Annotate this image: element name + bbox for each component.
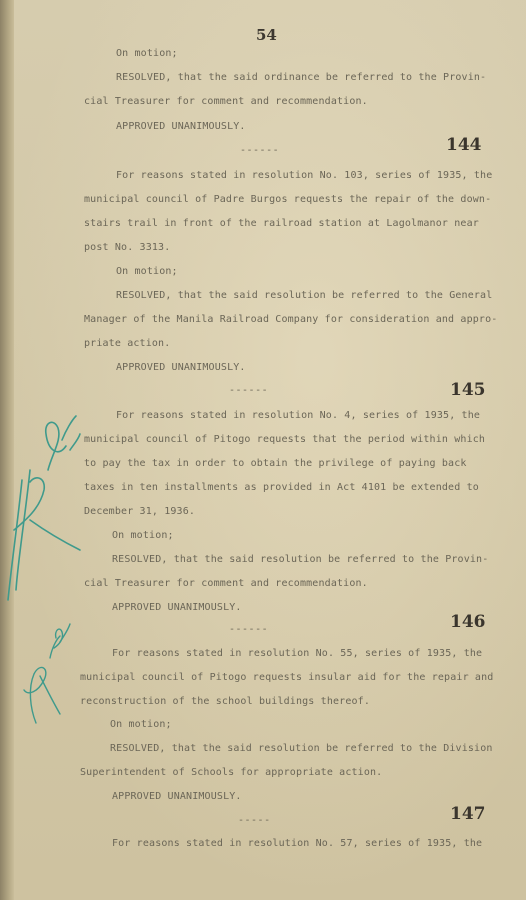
text-line: reconstruction of the school buildings thereof. — [80, 696, 371, 707]
text-line: stairs trail in front of the railroad station at Lagolmanor near — [84, 218, 479, 229]
footer-strip — [0, 896, 220, 900]
page-number: 54 — [256, 26, 277, 44]
text-line: priate action. — [84, 338, 171, 349]
text-line: For reasons stated in resolution No. 103, series of 1935, the — [116, 170, 493, 181]
text-line: cial Treasurer for comment and recommendation. — [84, 96, 368, 107]
motion-line: On motion; — [110, 719, 172, 730]
text-line: Superintendent of Schools for appropriate action. — [80, 767, 383, 778]
resolved-line: RESOLVED, that the said ordinance be referred to the Provin- — [116, 72, 487, 83]
separator-dashes: ----- — [238, 815, 271, 826]
approved-line: APPROVED UNANIMOUSLY. — [112, 602, 242, 613]
resolution-number: 146 — [450, 612, 486, 632]
text-line: Manager of the Manila Railroad Company for consideration and appro- — [84, 314, 498, 325]
resolution-number: 145 — [450, 380, 486, 400]
resolved-line: RESOLVED, that the said resolution be referred to the Division — [110, 743, 493, 754]
text-line: to pay the tax in order to obtain the privilege of paying back — [84, 458, 467, 469]
approved-line: APPROVED UNANIMOUSLY. — [116, 121, 246, 132]
text-line: taxes in ten installments as provided in Act 4101 be extended to — [84, 482, 479, 493]
separator-dashes: ------ — [229, 385, 269, 396]
motion-line: On motion; — [116, 266, 178, 277]
resolved-line: RESOLVED, that the said resolution be referred to the General — [116, 290, 493, 301]
resolution-number: 147 — [450, 804, 486, 824]
text-line: cial Treasurer for comment and recommendation. — [84, 578, 368, 589]
text-line: For reasons stated in resolution No. 4, series of 1935, the — [116, 410, 481, 421]
text-line: post No. 3313. — [84, 242, 171, 253]
text-line: municipal council of Pitogo requests that the period within which — [84, 434, 486, 445]
resolution-number: 144 — [446, 135, 482, 155]
green-signature-upper — [0, 410, 90, 610]
approved-line: APPROVED UNANIMOUSLY. — [116, 362, 246, 373]
text-line: December 31, 1936. — [84, 506, 196, 517]
separator-dashes: ------ — [229, 624, 269, 635]
approved-line: APPROVED UNANIMOUSLY. — [112, 791, 242, 802]
text-line: municipal council of Padre Burgos requests the repair of the down- — [84, 194, 492, 205]
text-line: municipal council of Pitogo requests insular aid for the repair and — [80, 672, 494, 683]
resolved-line: RESOLVED, that the said resolution be referred to the Provin- — [112, 554, 489, 565]
motion-line: On motion; — [112, 530, 174, 541]
green-initials-lower — [16, 618, 76, 728]
separator-dashes: ------ — [240, 145, 280, 156]
motion-line: On motion; — [116, 48, 178, 59]
text-line: For reasons stated in resolution No. 57, series of 1935, the — [112, 838, 483, 849]
text-line: For reasons stated in resolution No. 55, series of 1935, the — [112, 648, 483, 659]
